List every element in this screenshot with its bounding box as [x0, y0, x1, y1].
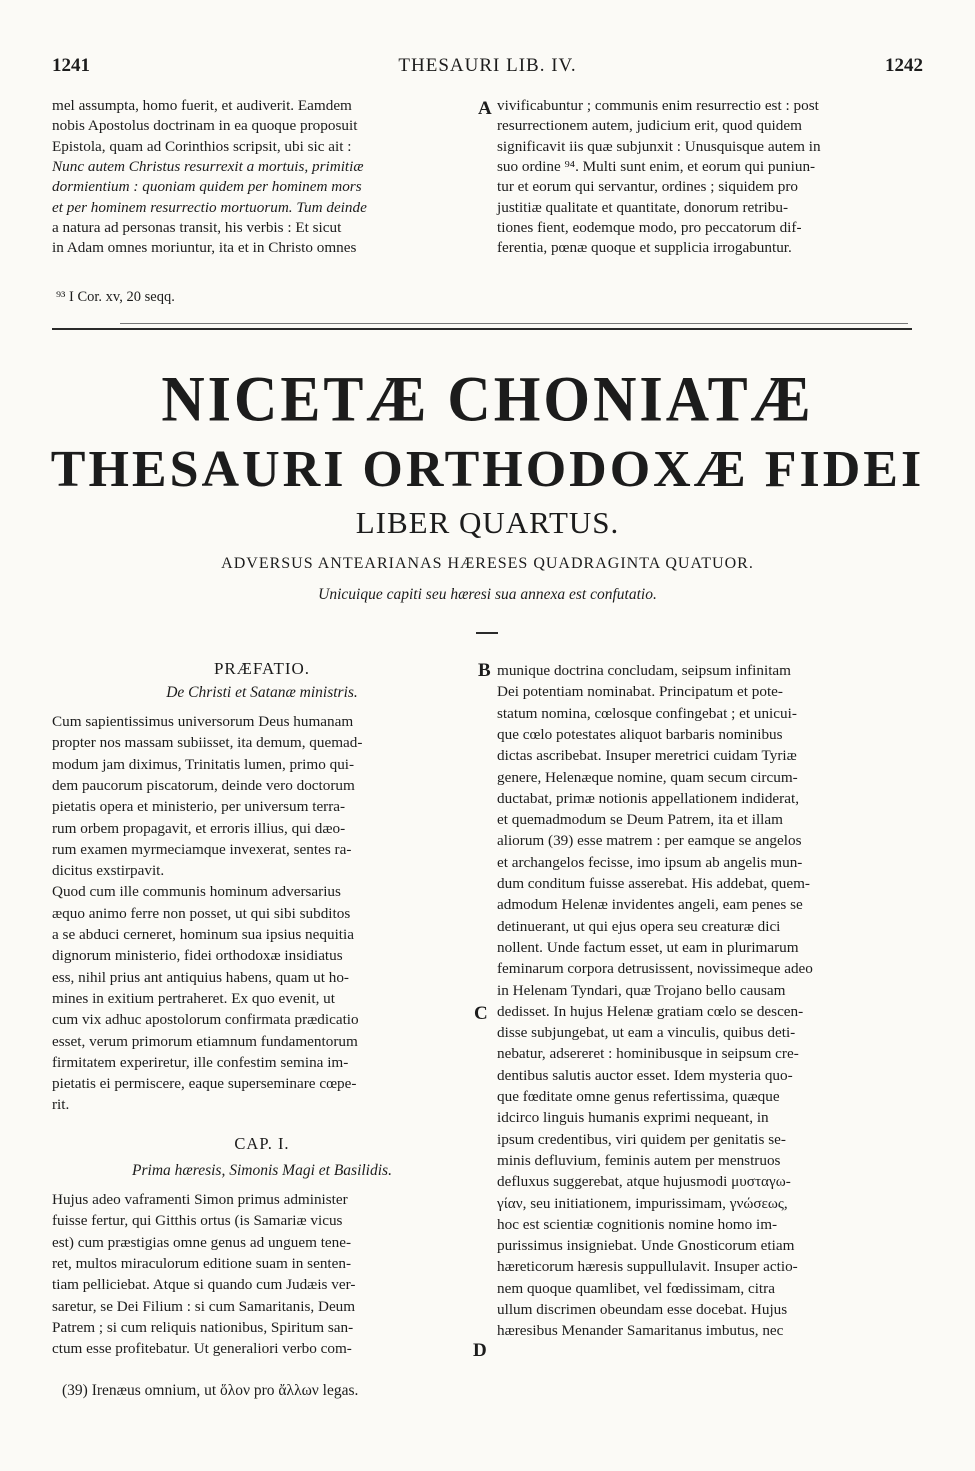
text-line: rum examen myrmeciamque invexerat, sentes ra-: [52, 840, 352, 858]
top-right-column: [497, 96, 927, 258]
text-line: mel assumpta, homo fuerit, et audiverit. Eamdem: [52, 97, 352, 114]
text-line: aliorum (39) esse matrem : per eamque se angelos: [497, 832, 802, 850]
text-line: mines in exitium pertraheret. Ex quo evenit, ut: [52, 989, 336, 1007]
text-line: dignorum ministerio, fidei orthodoxæ insidiatus: [52, 947, 343, 965]
cap-subheading: Prima hæresis, Simonis Magi et Basilidis.: [132, 1162, 392, 1179]
text-line: justitiæ qualitate et quantitate, donorum retribu-: [497, 198, 789, 216]
text-line: Quod cum ille communis hominum adversarius: [52, 883, 341, 901]
bottom-footnote: (39) Irenæus omnium, ut ὅλον pro ἄλλων legas.: [62, 1382, 359, 1399]
praefatio-text: [52, 712, 472, 1117]
text-line: modum jam diximus, Trinitatis lumen, primo qui-: [52, 755, 355, 773]
text-line: ess, nihil prius ant antiquius habens, quam ut ho-: [52, 968, 349, 986]
text-line: rit.: [52, 1096, 70, 1114]
text-line: et quemadmodum se Deum Patrem, ita et illam: [497, 811, 783, 829]
text-line: ipsum credentibus, viri quidem per genitatis se-: [497, 1130, 786, 1148]
text-line: firmitatem experiretur, ille confestim semina im-: [52, 1053, 349, 1071]
text-line: et archangelos fecisse, imo ipsum ab angelis mun-: [497, 853, 803, 871]
text-line: ullum discrimen obeundam esse docebat. Hujus: [497, 1301, 788, 1318]
text-line: dum conditum fuisse asserebat. His addebat, quem-: [497, 875, 810, 892]
text-line: hoc est scientiæ cognitionis nomine homo im-: [497, 1215, 778, 1233]
text-line: Patrem ; si cum reliquis nationibus, Spiritum san-: [52, 1318, 354, 1336]
text-line: fuisse fertur, qui Gitthis ortus (is Samariæ vicus: [52, 1212, 343, 1230]
text-line: rum orbem propagavit, et erroris illius, qui dæo-: [52, 819, 346, 837]
text-line: nebatur, adsereret : hominibusque in seipsum cre-: [497, 1045, 799, 1063]
margin-letter-c: C: [474, 1003, 488, 1024]
text-line: in Adam omnes moriuntur, ita et in Christo omnes: [52, 239, 357, 257]
text-line: ret, multos miraculorum editione suam in senten-: [52, 1254, 352, 1272]
text-line: Cum sapientissimus universorum Deus humanam: [52, 713, 354, 730]
margin-letter-d: D: [473, 1340, 487, 1361]
text-line: nem quoque quamlibet, vel fœdissimam, citra: [497, 1279, 775, 1297]
text-line: pietatis ei permiscere, eaque superseminare cœpe-: [52, 1075, 357, 1093]
cap-text: [52, 1190, 472, 1360]
text-line: que cœlo potestates aliquot barbaris nominibus: [497, 725, 783, 743]
text-line: idcirco linguis humanis exprimi nequeant, in: [497, 1109, 769, 1127]
text-line: admodum Helenæ invidentes angeli, eam penes se: [497, 896, 803, 914]
text-line: Epistola, quam ad Corinthios scripsit, ubi sic ait :: [52, 137, 352, 155]
text-line: statum nomina, cœlosque confingebat ; et unicui-: [497, 704, 797, 722]
text-line: æquo animo ferre non posset, ut qui sibi subditos: [52, 904, 351, 922]
text-line: dictas ascribebat. Insuper meretrici cuidam Tyriæ: [497, 747, 797, 765]
work-title-author: NICETÆ CHONIATÆ: [161, 363, 814, 435]
book-title: LIBER QUARTUS.: [355, 505, 620, 540]
top-footnote: ⁹³ I Cor. xv, 20 seqq.: [56, 289, 175, 305]
text-line: in Helenam Tyndari, quæ Trojano bello causam: [497, 981, 786, 999]
text-line: a natura ad personas transit, his verbis : Et sicut: [52, 218, 342, 236]
top-left-column: [52, 96, 472, 258]
text-line: Hujus adeo vaframenti Simon primus administer: [52, 1191, 348, 1208]
margin-letter-a: A: [478, 98, 492, 119]
text-line: defluxus suggerebat, atque hujusmodi μυσταγω-: [497, 1173, 791, 1191]
text-line: Nunc autem Christus resurrexit a mortuis, primitiæ: [52, 157, 364, 175]
text-line: nobis Apostolus doctrinam in ea quoque proposuit: [52, 117, 358, 135]
text-line: a se abduci cerneret, hominum sua ipsius nequitia: [52, 926, 354, 943]
text-line: significavit iis quæ subjunxit : Unusquisque autem in: [497, 137, 821, 155]
text-line: ctum esse profitebatur. Ut generaliori verbo com-: [52, 1340, 352, 1358]
page-number-right: 1242: [885, 55, 923, 76]
text-line: tiones fient, eodemque modo, pro peccatorum dif-: [497, 218, 802, 236]
text-line: dem paucorum piscatorum, deinde vero doctorum: [52, 776, 355, 794]
text-line: disse subjungebat, ut eam a vinculis, quibus deti-: [497, 1024, 796, 1042]
text-line: dicitus exstirpavit.: [52, 862, 165, 880]
margin-letter-b: B: [478, 660, 491, 681]
text-line: detinuerant, ut qui ejus opera seu creaturæ dici: [497, 917, 781, 935]
text-line: et per hominem resurrectio mortuorum. Tum deinde: [52, 198, 367, 216]
right-column-text: [497, 661, 927, 1343]
text-line: resurrectionem autem, judicium erit, quod quidem: [497, 117, 802, 135]
text-line: esset, verum primorum etiamnum fundamentorum: [52, 1032, 358, 1050]
text-line: hæreticorum hæresis suppullulavit. Insuper actio-: [497, 1258, 798, 1276]
work-title-main: THESAURI ORTHODOXÆ FIDEI: [50, 441, 925, 498]
text-line: est) cum præstigias omne genus ad unguem tene-: [52, 1233, 352, 1251]
section-rule: [52, 328, 912, 330]
running-title: THESAURI LIB. IV.: [398, 55, 577, 76]
cap-heading: CAP. I.: [234, 1134, 290, 1153]
text-line: dormientium : quoniam quidem per hominem mors: [52, 178, 362, 196]
book-subtitle: ADVERSUS ANTEARIANAS HÆRESES QUADRAGINTA QUATUOR.: [221, 555, 754, 572]
praefatio-subheading: De Christi et Satanæ ministris.: [166, 684, 358, 701]
text-line: ferentia, pœnæ quoque et supplicia irrogabuntur.: [497, 239, 792, 257]
book-note: Unicuique capiti seu hæresi sua annexa est confutatio.: [318, 586, 657, 603]
text-line: tur et eorum qui servantur, ordines ; siquidem pro: [497, 178, 798, 196]
text-line: γίαν, seu initiationem, impurissimam, γνώσεως,: [497, 1194, 788, 1212]
page-number-left: 1241: [52, 55, 90, 76]
text-line: dedisset. In hujus Helenæ gratiam cœlo se descen-: [497, 1002, 804, 1020]
thin-rule: [120, 323, 908, 324]
text-line: nollent. Unde factum esset, ut eam in plurimarum: [497, 938, 799, 956]
text-line: tiam pelliciebat. Atque si quando cum Judæis ver-: [52, 1276, 356, 1294]
text-line: feminarum corpora detrusissent, novissimeque adeo: [497, 960, 813, 978]
text-line: vivificabuntur ; communis enim resurrectio est : post: [497, 97, 819, 114]
text-line: hæresibus Menander Samaritanus imbutus, nec: [497, 1322, 784, 1340]
praefatio-heading: PRÆFATIO.: [213, 659, 311, 678]
text-line: suo ordine ⁹⁴. Multi sunt enim, et eorum qui puniun-: [497, 157, 816, 175]
text-line: dentibus salutis auctor esset. Idem mysteria quo-: [497, 1066, 793, 1084]
text-line: munique doctrina concludam, seipsum infinitam: [497, 662, 791, 679]
title-dash: [476, 632, 498, 634]
text-line: saretur, se Dei Filium : si cum Samaritanis, Deum: [52, 1297, 356, 1315]
text-line: pietatis opera et ministerio, per universum terra-: [52, 798, 346, 816]
text-line: purissimus insigniebat. Unde Gnosticorum etiam: [497, 1237, 795, 1255]
text-line: cum vix adhuc apostolorum confirmata prædicatio: [52, 1011, 359, 1029]
text-line: ductabat, primæ notionis appellationem indiderat,: [497, 789, 799, 807]
text-line: que fœditate omne genus refertissima, quæque: [497, 1088, 780, 1105]
text-line: genere, Helenæque nomine, quam secum circum-: [497, 768, 798, 786]
text-line: minis defluvium, feminis autem per menstruos: [497, 1151, 781, 1169]
text-line: Dei potentiam nominabat. Principatum et pote-: [497, 683, 783, 701]
text-line: propter nos massam subiisset, ita demum, quemad-: [52, 734, 363, 752]
